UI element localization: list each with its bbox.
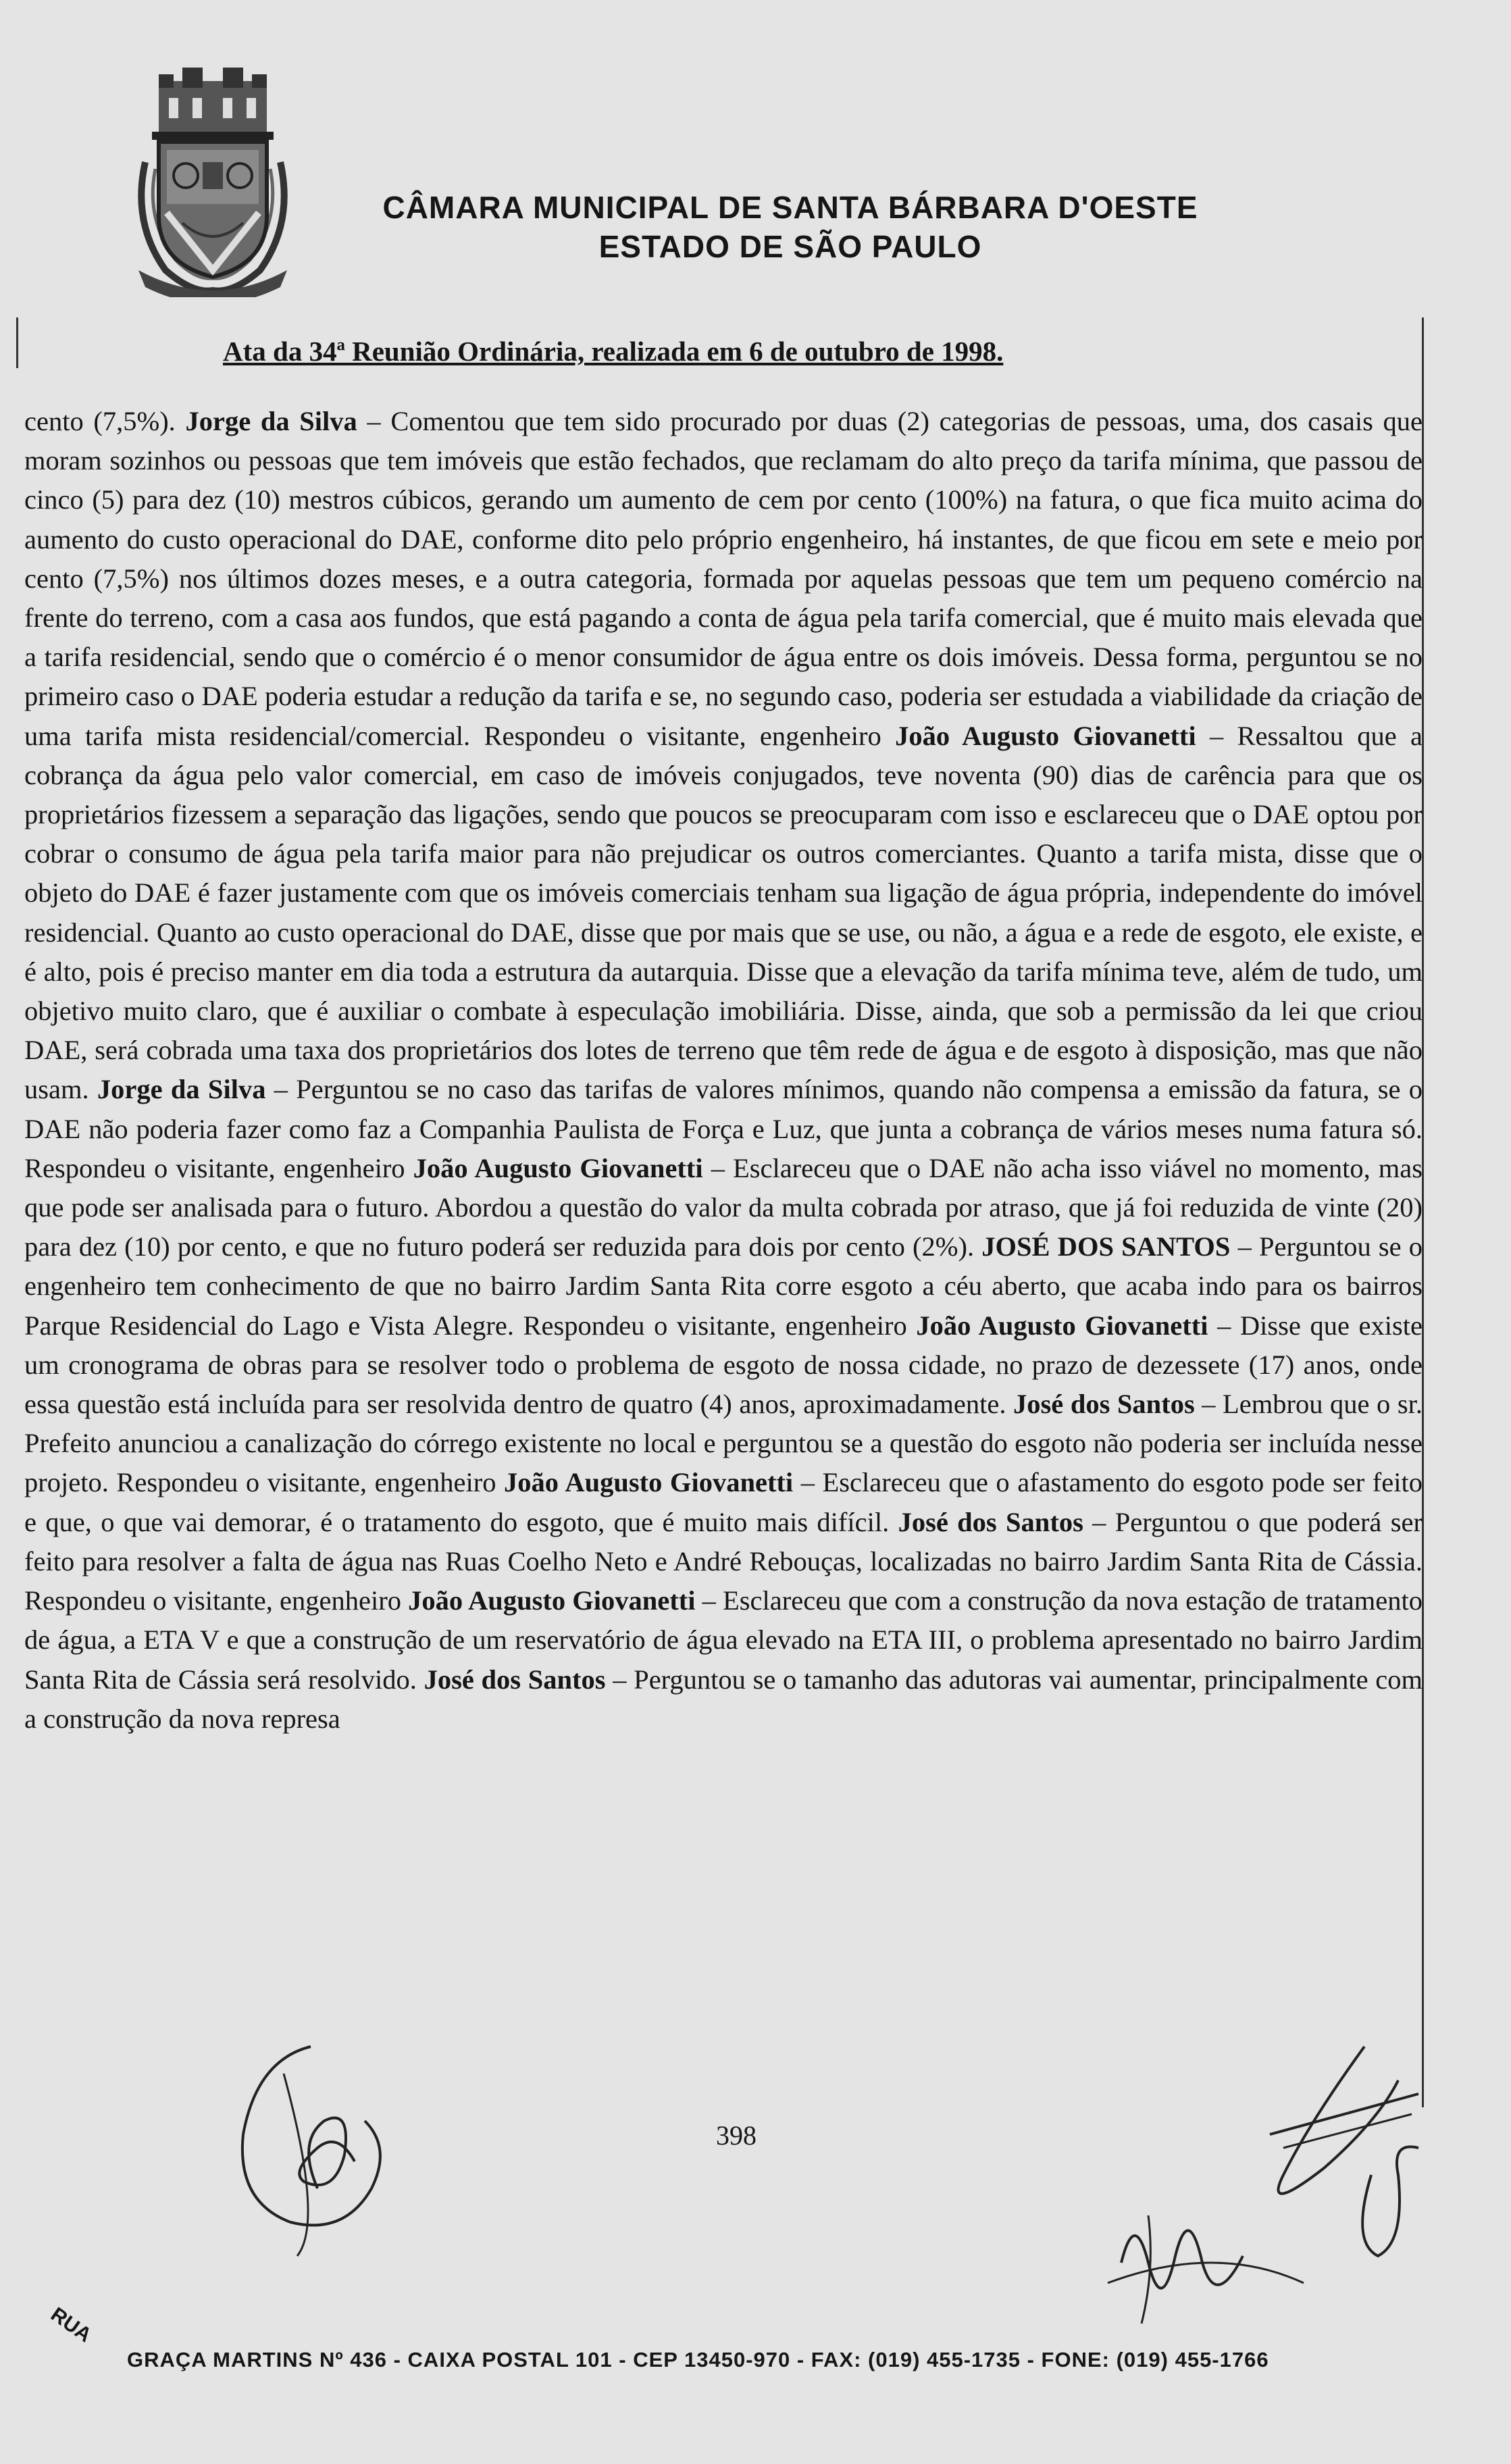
speaker-name: João Augusto Giovanetti [916,1310,1208,1341]
signature-right-icon [1081,2040,1432,2330]
body-segment: – Esclareceu que o DAE não acha isso viável no momento, mas que pode ser analisada para o futuro. Abordou a questão do valor da multa cobrada por atraso, que já foi reduzida de vinte (20) para dez (10) por cento, e que no futuro poderá ser reduzida para dois por cento (2%). [24,1152,1423,1262]
footer-address [47,2303,1500,2398]
body-segment: – Disse que existe um cronograma de obras para se resolver todo o problema de esgoto de nossa cidade, no prazo de dezessete (17) anos, onde essa questão está incluída para ser resolvida dentro de quatro (4) anos, aproximadamente. [24,1310,1423,1420]
institution-name: CÂMARA MUNICIPAL DE SANTA BÁRBARA D'OESTE [382,190,1198,225]
body-segment: – Perguntou se no caso das tarifas de valores mínimos, quando não compensa a emissão da fatura, se o DAE não poderia fazer como faz a Companhia Paulista de Força e Luz, que junta a cobrança de vários meses numa fatura só. Respondeu o visitante, engenheiro [24,1074,1423,1183]
speaker-name: João Augusto Giovanetti [504,1467,794,1498]
body-segment: – Perguntou se o engenheiro tem conhecimento de que no bairro Jardim Santa Rita corre esgoto a céu aberto, que acaba indo para os bairros Parque Residencial do Lago e Vista Alegre. Respondeu o visitante, engenheiro [24,1231,1423,1341]
speaker-name: João Augusto Giovanetti [408,1585,696,1616]
speaker-name: JOSÉ DOS SANTOS [981,1231,1231,1262]
body-segment: cento (7,5%). [24,406,186,436]
left-margin-rule [16,317,18,368]
speaker-name: José dos Santos [1013,1389,1195,1420]
speaker-name: João Augusto Giovanetti [895,720,1196,751]
body-segment: – Esclareceu que o afastamento do esgoto pode ser feito e que, o que vai demorar, é o tratamento do esgoto, que é muito mais difícil. [24,1467,1423,1537]
minute-body-text [24,402,1423,1739]
signature-left-icon [216,2020,419,2263]
body-segment: – Ressaltou que a cobrança da água pelo valor comercial, em caso de imóveis conjugados, teve noventa (90) dias de carência para que os proprietários fizessem a separação das ligações, sendo que poucos se preocuparam com isso e esclareceu que o DAE optou por cobrar o consumo de água pela tarifa maior para não prejudicar os outros comerciantes. Quanto a tarifa mista, disse que o objeto do DAE é fazer justamente com que os imóveis comerciais tenham sua ligação de água própria, independente do imóvel residencial. Quanto ao custo operacional do DAE, disse que por mais que se use, ou não, a água e a rede de esgoto, ele existe, e é alto, pois é preciso manter em dia toda a estrutura da autarquia. Disse que a elevação da tarifa mínima teve, além de tudo, um objetivo muito claro, que é auxiliar o combate à especulação imobiliária. Disse, ainda, que sob a permissão da lei que criou DAE, será cobrada uma taxa dos proprietários dos lotes de terreno que têm rede de água e de esgoto à disposição, mas que não usam. [24,720,1423,1105]
speaker-name: José dos Santos [424,1664,606,1695]
state-name: ESTADO DE SÃO PAULO [598,229,982,264]
body-segment: – Comentou que tem sido procurado por duas (2) categorias de pessoas, uma, dos casais que moram sozinhos ou pessoas que tem imóveis que estão fechados, que reclamam do alto preço da tarifa mínima, que passou de cinco (5) para dez (10) mestros cúbicos, gerando um aumento de cem por cento (100%) na fatura, o que fica muito acima do aumento do custo operacional do DAE, conforme dito pelo próprio engenheiro, há instantes, de que ficou em sete e meio por cento (7,5%) nos últimos dozes meses, e a outra categoria, formada por aquelas pessoas que tem um pequeno comércio na frente do terreno, com a casa aos fundos, que está pagando a conta de água pela tarifa comercial, que é muito mais elevada que a tarifa residencial, sendo que o comércio é o menor consumidor de água entre os dois imóveis. Dessa forma, perguntou se no primeiro caso o DAE poderia estudar a redução da tarifa e se, no segundo caso, poderia ser estudada a viabilidade da criação de uma tarifa mista residencial/comercial. Respondeu o visitante, engenheiro [24,406,1423,751]
footer-address-line: GRAÇA MARTINS Nº 436 - CAIXA POSTAL 101 - CEP 13450-970 - FAX: (019) 455-1735 - FONE: (019) 455-1766 [127,2348,1269,2371]
body-segment: – Perguntou o que poderá ser feito para resolver a falta de água nas Ruas Coelho Neto e André Rebouças, localizadas no bairro Jardim Santa Rita de Cássia. Respondeu o visitante, engenheiro [24,1506,1423,1616]
page-number: 398 [716,2120,757,2151]
letterhead [351,188,1229,266]
body-segment: – Perguntou se o tamanho das adutoras vai aumentar, principalmente com a construção da nova represa [24,1664,1423,1734]
speaker-name: Jorge da Silva [185,406,357,436]
body-segment: – Esclareceu que com a construção da nova estação de tratamento de água, a ETA V e que a construção de um reservatório de água elevado na ETA III, o problema apresentado no bairro Jardim Santa Rita de Cássia será resolvido. [24,1585,1423,1695]
speaker-name: Jorge da Silva [97,1074,266,1105]
speaker-name: João Augusto Giovanetti [413,1152,703,1183]
coat-of-arms-icon [118,68,307,297]
footer-street-prefix: RUA [47,2303,96,2347]
body-segment: – Lembrou que o sr. Prefeito anunciou a canalização do córrego existente no local e perguntou se a questão do esgoto não poderia ser incluída nesse projeto. Respondeu o visitante, engenheiro [24,1389,1423,1498]
minute-title: Ata da 34ª Reunião Ordinária, realizada em 6 de outubro de 1998. [223,336,1004,367]
speaker-name: José dos Santos [898,1506,1083,1537]
